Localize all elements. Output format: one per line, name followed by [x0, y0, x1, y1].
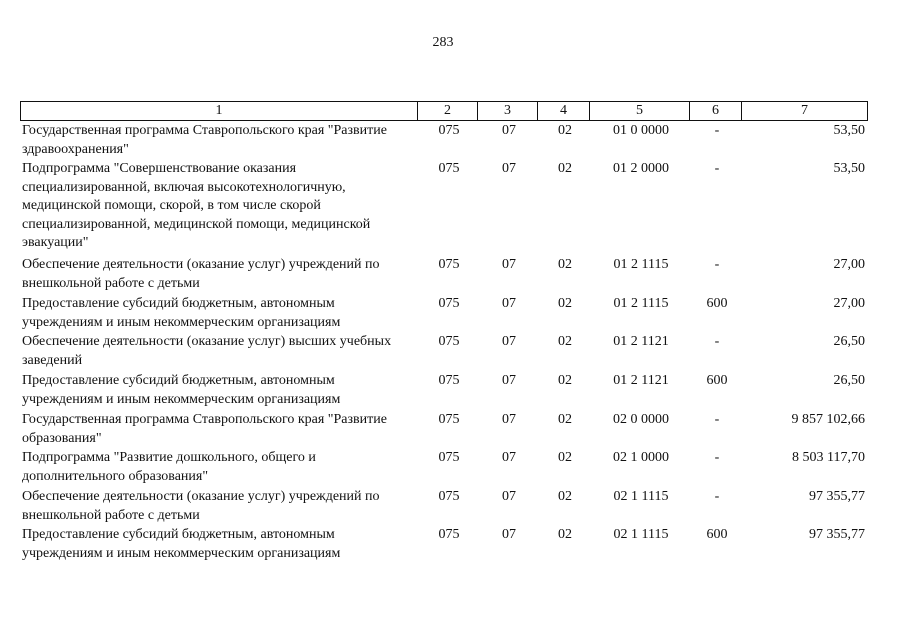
row-col-4: 02: [558, 527, 572, 542]
row-col-4: 02: [558, 257, 572, 272]
row-col-2: 075: [438, 334, 460, 349]
row-col-4: 02: [558, 161, 572, 176]
row-col-3: 07: [502, 334, 516, 349]
row-col-4: 02: [558, 412, 572, 427]
row-col-5: 02 1 1115: [613, 527, 669, 542]
row-col-7: 26,50: [833, 373, 865, 388]
header-col-6: 6: [690, 102, 742, 121]
row-col-6: -: [714, 123, 720, 138]
row-name: Подпрограмма "Развитие дошкольного, общего и дополнительного образования": [22, 450, 316, 484]
row-col-6: -: [714, 450, 720, 465]
header-col-5: 5: [590, 102, 690, 121]
header-col-7: 7: [742, 102, 868, 121]
row-col-5: 02 0 0000: [613, 412, 669, 427]
row-name: Государственная программа Ставропольского края "Развитие образования": [22, 412, 387, 446]
row-name: Предоставление субсидий бюджетным, автономным учреждениям и иным некоммерческим организациям: [22, 527, 341, 561]
row-col-3: 07: [502, 257, 516, 272]
row-col-4: 02: [558, 489, 572, 504]
row-col-7: 53,50: [833, 161, 865, 176]
row-col-7: 27,00: [833, 296, 865, 311]
row-col-6: -: [714, 161, 720, 176]
row-col-3: 07: [502, 450, 516, 465]
row-col-3: 07: [502, 489, 516, 504]
row-col-2: 075: [438, 161, 460, 176]
table-header: [20, 101, 868, 121]
row-col-2: 075: [438, 373, 460, 388]
row-name: Обеспечение деятельности (оказание услуг) учреждений по внешкольной работе с детьми: [22, 257, 380, 291]
row-col-5: 01 2 1121: [613, 334, 669, 349]
row-col-4: 02: [558, 450, 572, 465]
row-col-2: 075: [438, 412, 460, 427]
row-col-6: -: [714, 489, 720, 504]
row-col-6: -: [714, 334, 720, 349]
row-col-6: 600: [706, 373, 728, 388]
row-col-2: 075: [438, 123, 460, 138]
row-name: Предоставление субсидий бюджетным, автономным учреждениям и иным некоммерческим организациям: [22, 296, 341, 330]
row-col-4: 02: [558, 373, 572, 388]
row-col-7: 9 857 102,66: [791, 412, 865, 427]
row-col-4: 02: [558, 296, 572, 311]
row-col-3: 07: [502, 527, 516, 542]
header-col-2: 2: [418, 102, 478, 121]
row-col-5: 01 2 1121: [613, 373, 669, 388]
header-col-4: 4: [538, 102, 590, 121]
row-col-7: 27,00: [833, 257, 865, 272]
row-name: Предоставление субсидий бюджетным, автономным учреждениям и иным некоммерческим организациям: [22, 373, 341, 407]
row-col-6: 600: [706, 527, 728, 542]
row-col-7: 8 503 117,70: [792, 450, 865, 465]
row-name: Обеспечение деятельности (оказание услуг) учреждений по внешкольной работе с детьми: [22, 489, 380, 523]
row-col-6: -: [714, 412, 720, 427]
row-name: Государственная программа Ставропольского края "Развитие здравоохранения": [22, 123, 387, 157]
header-col-3: 3: [478, 102, 538, 121]
row-col-3: 07: [502, 373, 516, 388]
row-col-2: 075: [438, 450, 460, 465]
row-col-5: 02 1 0000: [613, 450, 669, 465]
row-col-7: 53,50: [833, 123, 865, 138]
page-number: 283: [432, 35, 454, 50]
row-col-2: 075: [438, 527, 460, 542]
row-col-5: 01 2 1115: [613, 257, 669, 272]
row-col-5: 02 1 1115: [613, 489, 669, 504]
row-col-2: 075: [438, 489, 460, 504]
row-col-5: 01 0 0000: [613, 123, 669, 138]
row-col-5: 01 2 0000: [613, 161, 669, 176]
row-col-3: 07: [502, 296, 516, 311]
row-col-7: 26,50: [833, 334, 865, 349]
header-col-1: 1: [21, 102, 418, 121]
row-col-7: 97 355,77: [809, 489, 865, 504]
row-col-4: 02: [558, 123, 572, 138]
row-col-6: 600: [706, 296, 728, 311]
row-col-6: -: [714, 257, 720, 272]
row-col-7: 97 355,77: [809, 527, 865, 542]
row-col-5: 01 2 1115: [613, 296, 669, 311]
row-col-4: 02: [558, 334, 572, 349]
row-name: Обеспечение деятельности (оказание услуг) высших учебных заведений: [22, 334, 392, 368]
row-name: Подпрограмма "Совершенствование оказания специализированной, включая высокотехнологичную, медицинской помощи, скорой, в том числе скорой специализированной, медицинской помощи, медицинской эвакуации": [22, 161, 371, 250]
row-col-2: 075: [438, 296, 460, 311]
row-col-3: 07: [502, 123, 516, 138]
row-col-3: 07: [502, 161, 516, 176]
row-col-2: 075: [438, 257, 460, 272]
row-col-3: 07: [502, 412, 516, 427]
